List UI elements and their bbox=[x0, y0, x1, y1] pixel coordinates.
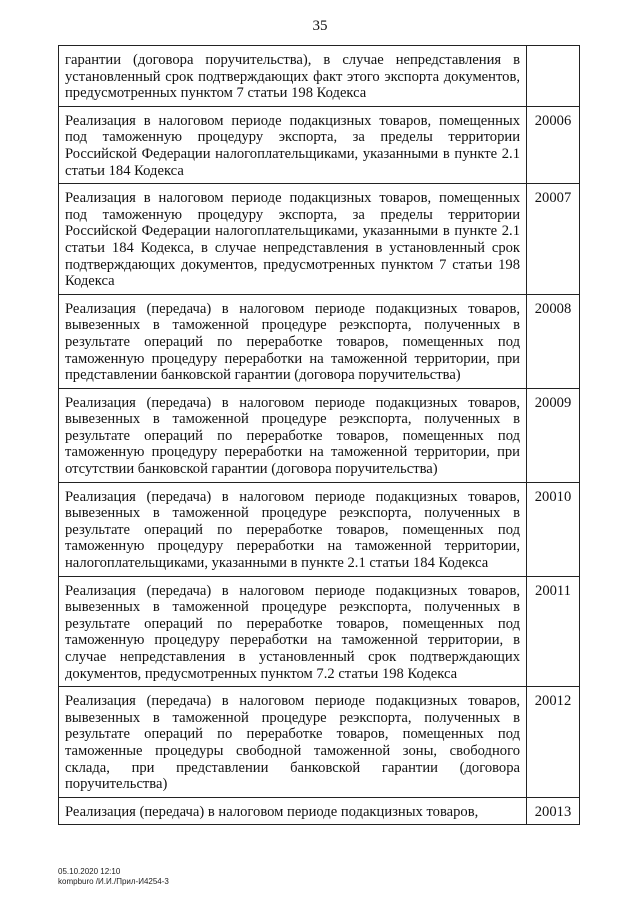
row-code: 20009 bbox=[527, 388, 580, 482]
row-description: Реализация (передача) в налоговом периоде подакцизных товаров, вывезенных в таможенной процедуре реэкспорта, полученных в результате операций по переработке товаров, помещенных под таможенную процедуру переработки на таможенной территории, в случае непредставления в установленный срок подтверждающих документов, предусмотренных пунктом 7.2 статьи 198 Кодекса bbox=[59, 576, 527, 687]
codes-table bbox=[58, 45, 580, 825]
row-code: 20010 bbox=[527, 482, 580, 576]
footer-file-reference: kompburo /И.И./Прил-И4254-3 bbox=[58, 877, 169, 886]
row-description: Реализация (передача) в налоговом периоде подакцизных товаров, вывезенных в таможенной процедуре реэкспорта, полученных в результате операций по переработке товаров, помещенных под таможенную процедуру переработки на таможенной территории, при представлении банковской гарантии (договора поручительства) bbox=[59, 294, 527, 388]
row-description: Реализация в налоговом периоде подакцизных товаров, помещенных под таможенную процедуру экспорта, за пределы территории Российской Федерации налогоплательщиками, указанными в пункте 2.1 статьи 184 Кодекса bbox=[59, 106, 527, 183]
row-description: Реализация в налоговом периоде подакцизных товаров, помещенных под таможенную процедуру экспорта, за пределы территории Российской Федерации налогоплательщиками, указанными в пункте 2.1 статьи 184 Кодекса, в случае непредставления в установленный срок подтверждающих документов, предусмотренных пунктом 7 статьи 198 Кодекса bbox=[59, 184, 527, 295]
row-code: 20011 bbox=[527, 576, 580, 687]
row-description: Реализация (передача) в налоговом периоде подакцизных товаров, вывезенных в таможенной процедуре реэкспорта, полученных в результате операций по переработке товаров, помещенных под таможенную процедуру переработки на таможенной территории, налогоплательщиками, указанными в пункте 2.1 статьи 184 Кодекса bbox=[59, 482, 527, 576]
row-description: Реализация (передача) в налоговом периоде подакцизных товаров, вывезенных в таможенной процедуре реэкспорта, полученных в результате операций по переработке товаров, помещенных под таможенную процедуру переработки на таможенной территории, при отсутствии банковской гарантии (договора поручительства) bbox=[59, 388, 527, 482]
table-row bbox=[59, 388, 580, 482]
row-description: Реализация (передача) в налоговом периоде подакцизных товаров, bbox=[59, 797, 527, 825]
table-row bbox=[59, 46, 580, 107]
table-row bbox=[59, 687, 580, 798]
row-description: Реализация (передача) в налоговом периоде подакцизных товаров, вывезенных в таможенной процедуре реэкспорта, полученных в результате операций по переработке товаров, помещенных под таможенные процедуры свободной таможенной зоны, свободного склада, при представлении банковской гарантии (договора поручительства) bbox=[59, 687, 527, 798]
table-row bbox=[59, 482, 580, 576]
table-row bbox=[59, 184, 580, 295]
row-code: 20008 bbox=[527, 294, 580, 388]
row-code: 20012 bbox=[527, 687, 580, 798]
table-row bbox=[59, 797, 580, 825]
row-description: гарантии (договора поручительства), в случае непредставления в установленный срок подтверждающих факт этого экспорта документов, предусмотренных пунктом 7 статьи 198 Кодекса bbox=[59, 46, 527, 107]
page-number: 35 bbox=[312, 18, 328, 34]
table-row bbox=[59, 106, 580, 183]
table-row bbox=[59, 576, 580, 687]
footer-timestamp: 05.10.2020 12:10 bbox=[58, 867, 121, 876]
row-code: 20006 bbox=[527, 106, 580, 183]
table-row bbox=[59, 294, 580, 388]
document-footer bbox=[58, 867, 169, 887]
row-code: 20007 bbox=[527, 184, 580, 295]
row-code: 20013 bbox=[527, 797, 580, 825]
row-code bbox=[527, 46, 580, 107]
